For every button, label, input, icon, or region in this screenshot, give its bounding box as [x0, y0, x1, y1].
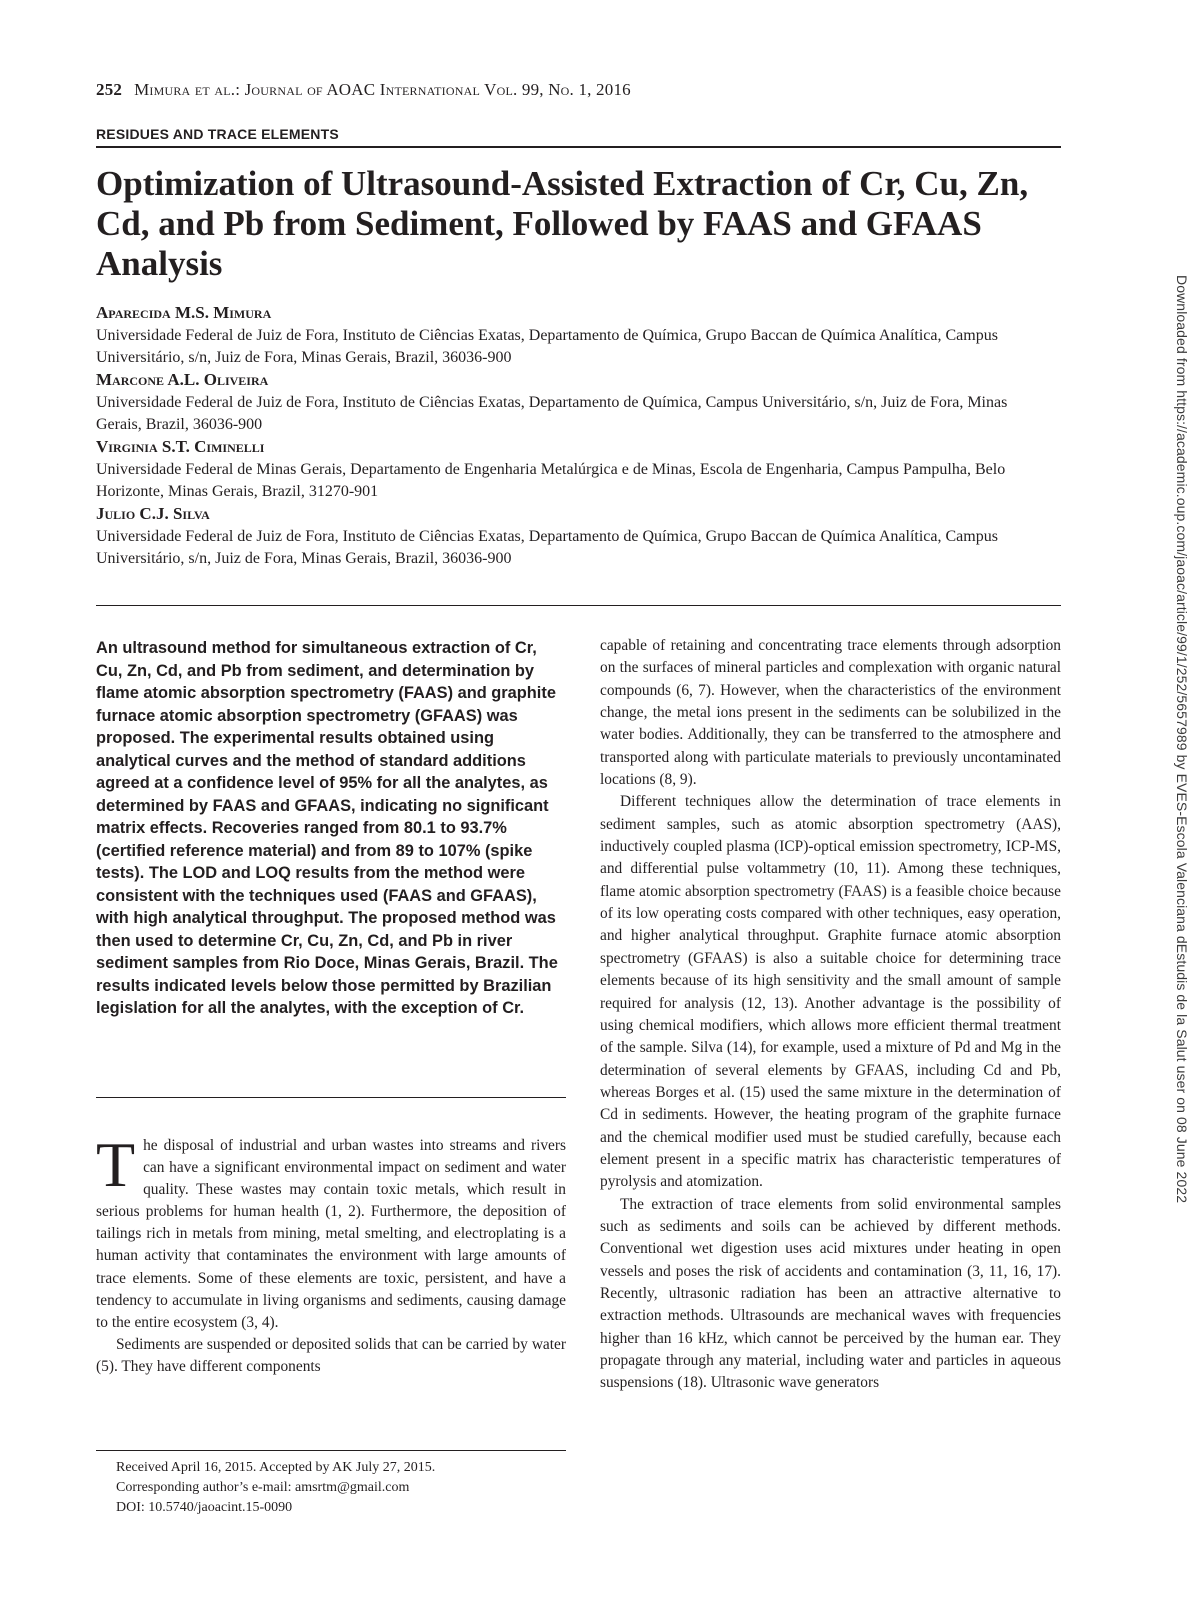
download-watermark [1168, 275, 1190, 1355]
body-paragraph: Different techniques allow the determination of trace elements in sediment samples, such as atomic absorption spectrometry (AAS), inductively coupled plasma (ICP)-optical emission spectrometry, ICP-MS, and differential pulse voltammetry (10, 11). Among these techniques, flame atomic absorption spectrometry (FAAS) is a feasible choice because of its low operating costs compared with other techniques, easy operation, and higher analytical throughput. Graphite furnace atomic absorption spectrometry (GFAAS) is also a suitable choice for determining trace elements because of its high sensitivity and the small amount of sample required for analysis (12, 13). Another advantage is the possibility of using chemical modifiers, which allows more efficient thermal treatment of the sample. Silva (14), for example, used a mixture of Pd and Mg in the determination of several elements by GFAAS, including Cd and Pb, whereas Borges et al. (15) used the same mixture in the determination of Cd in sediments. However, the heating program of the graphite furnace and the chemical modifier used must be studied carefully, because each element present in a specific matrix has characteristic temperatures of pyrolysis and atomization. [600, 793, 1061, 1191]
corresponding-email: Corresponding author’s e-mail: amsrtm@gmail.com [116, 1480, 410, 1495]
body-paragraph [96, 1129, 566, 1334]
drop-cap: T [96, 1129, 136, 1200]
author-block [96, 302, 1056, 369]
body-column-right [600, 635, 1061, 1395]
author-block [96, 503, 1056, 570]
author-affiliation: Universidade Federal de Juiz de Fora, Instituto de Ciências Exatas, Departamento de Química, Grupo Baccan de Química Analítica, Campus Universitário, s/n, Juiz de Fora, Minas Gerais, Brazil, 36036-900 [96, 327, 998, 366]
footnote-divider [96, 1450, 566, 1451]
authors-divider [96, 605, 1061, 606]
received-note: Received April 16, 2015. Accepted by AK July 27, 2015. [116, 1460, 436, 1475]
article-title: Optimization of Ultrasound-Assisted Extraction of Cr, Cu, Zn, Cd, and Pb from Sediment, Followed by FAAS and GFAAS Analysis [96, 164, 1029, 283]
body-column-left [96, 1129, 566, 1378]
doi-note: DOI: 10.5740/jaoacint.15-0090 [116, 1500, 293, 1515]
abstract-divider [96, 1097, 566, 1098]
body-paragraph: capable of retaining and concentrating trace elements through adsorption on the surfaces of mineral particles and complexation with organic natural compounds (6, 7). However, when the characteristics of the environment change, the metal ions present in the sediments can be solubilized in the water bodies. Additionally, they can be transferred to the atmosphere and transported along with particulate materials to previously uncontaminated locations (8, 9). [600, 637, 1061, 789]
author-affiliation: Universidade Federal de Juiz de Fora, Instituto de Ciências Exatas, Departamento de Química, Campus Universitário, s/n, Juiz de Fora, Minas Gerais, Brazil, 36036-900 [96, 394, 1008, 433]
author-name: Aparecida M.S. Mimura [96, 303, 272, 322]
author-affiliation: Universidade Federal de Minas Gerais, Departamento de Engenharia Metalúrgica e de Minas, Escola de Engenharia, Campus Pampulha, Belo Horizonte, Minas Gerais, Brazil, 31270-901 [96, 461, 1006, 500]
author-list [96, 302, 1056, 570]
section-label: RESIDUES AND TRACE ELEMENTS [96, 126, 339, 142]
author-name: Julio C.J. Silva [96, 504, 210, 523]
body-paragraph: The extraction of trace elements from solid environmental samples such as sediments and soils can be achieved by different methods. Conventional wet digestion uses acid mixtures under heating in open vessels and poses the risk of accidents and contamination (3, 11, 16, 17). Recently, ultrasonic radiation has been an attractive alternative to extraction methods. Ultrasounds are mechanical waves with frequencies higher than 16 kHz, which cannot be perceived by the human ear. They propagate through any material, including water and particles in aqueous suspensions (18). Ultrasonic wave generators [600, 1195, 1061, 1392]
author-block [96, 369, 1056, 436]
footnotes [116, 1458, 566, 1518]
journal-citation: Mimura et al.: Journal of AOAC International Vol. 99, No. 1, 2016 [134, 80, 631, 99]
body-paragraph: Sediments are suspended or deposited solids that can be carried by water (5). They have different components [96, 1335, 566, 1375]
paragraph-text: he disposal of industrial and urban wastes into streams and rivers can have a significant environmental impact on sediment and water quality. These wastes may contain toxic metals, which result in serious problems for human health (1, 2). Furthermore, the deposition of tailings rich in metals from mining, metal smelting, and electroplating is a human activity that contaminates the environment with large amounts of trace elements. Some of these elements are toxic, persistent, and have a tendency to accumulate in living organisms and sediments, causing damage to the entire ecosystem (3, 4). [96, 1137, 566, 1331]
page-number: 252 [96, 80, 123, 99]
download-notice: Downloaded from https://academic.oup.com/jaoac/article/99/1/252/5657989 by EVES-Escola Valenciana dEstudis de la Salut user on 08 June 2022 [1174, 275, 1190, 1204]
header-rule [96, 146, 1061, 148]
author-name: Marcone A.L. Oliveira [96, 370, 269, 389]
author-block [96, 436, 1056, 503]
running-head [96, 80, 631, 100]
author-affiliation: Universidade Federal de Juiz de Fora, Instituto de Ciências Exatas, Departamento de Química, Grupo Baccan de Química Analítica, Campus Universitário, s/n, Juiz de Fora, Minas Gerais, Brazil, 36036-900 [96, 528, 998, 567]
author-name: Virginia S.T. Ciminelli [96, 437, 265, 456]
abstract: An ultrasound method for simultaneous extraction of Cr, Cu, Zn, Cd, and Pb from sediment, and determination by flame atomic absorption spectrometry (FAAS) and graphite furnace atomic absorption spectrometry (GFAAS) was proposed. The experimental results obtained using analytical curves and the method of standard additions agreed at a confidence level of 95% for all the analytes, as determined by FAAS and GFAAS, indicating no significant matrix effects. Recoveries ranged from 80.1 to 93.7% (certified reference material) and from 89 to 107% (spike tests). The LOD and LOQ results from the method were consistent with the techniques used (FAAS and GFAAS), with high analytical throughput. The proposed method was then used to determine Cr, Cu, Zn, Cd, and Pb in river sediment samples from Rio Doce, Minas Gerais, Brazil. The results indicated levels below those permitted by Brazilian legislation for all the analytes, with the exception of Cr. [96, 639, 558, 1017]
